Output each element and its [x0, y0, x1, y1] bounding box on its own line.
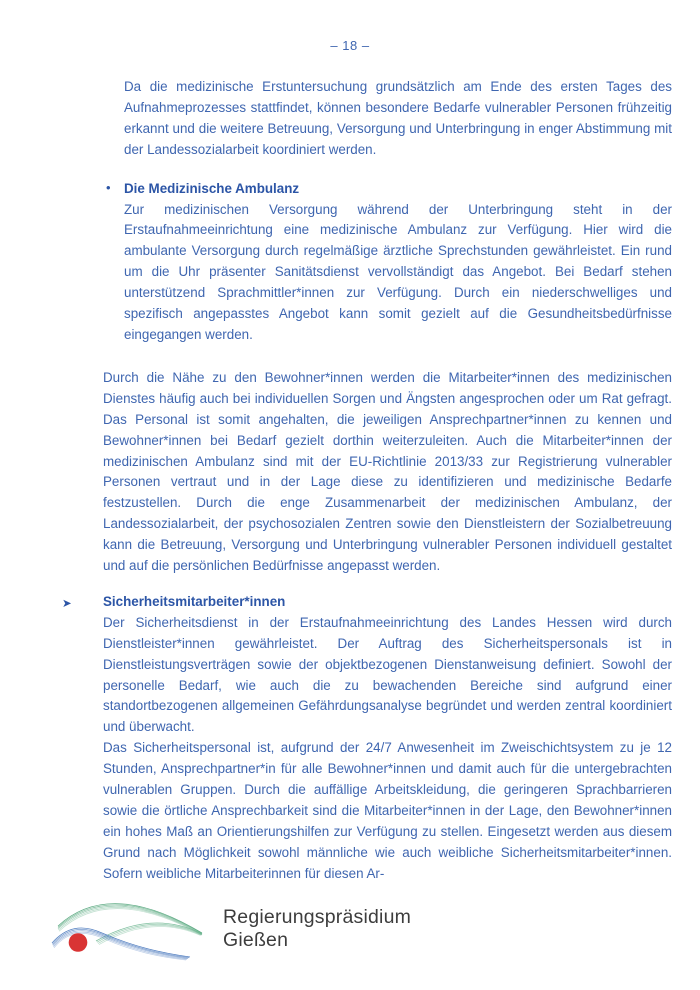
bullet-item-heading: Die Medizinische Ambulanz [124, 180, 300, 196]
org-logo [50, 894, 411, 964]
arrow-bullet-icon: ➤ [62, 597, 72, 610]
arrow-item-body-1: Der Sicherheitsdienst in der Erstaufnahmeeinrichtung des Landes Hessen wird durch Dienstleister*innen gewährleistet. Der Auftrag des Sicherheitspersonals ist in Dienstleistungsverträgen sowie der objektbezogenen Dienstanweisung definiert. Sowohl der personelle Bedarf, wie auch die zu bewachenden Bereiche sind aufgrund einer standortbezogenen allgemeinen Gefährdungsanalyse begründet und werden zentral koordiniert und überwacht. [103, 614, 672, 735]
org-name-line-2: Gießen [223, 929, 289, 951]
org-name-line-1: Regierungspräsidium [223, 906, 412, 928]
arrow-list-item-sicherheitsmitarbeiter [62, 592, 672, 885]
logo-red-dot-icon [69, 933, 88, 952]
page-body-text [62, 77, 672, 885]
arrow-item-body-2: Das Sicherheitspersonal ist, aufgrund der 24/7 Anwesenheit im Zweischichtsystem zu je 12 Stunden, Ansprechpartner*in für alle Bewohner*innen und damit auch für die untergebrachten vulnerablen Gruppen. Durch die auffällige Arbeitskleidung, die geringeren Sprachbarrieren sowie die örtliche Ansprechbarkeit sind die Mitarbeiter*innen in der Lage, den Bewohner*innen ein hohes Maß an Orientierungshilfen zur Verfügung zu stellen. Eingesetzt werden aus diesem Grund nach Möglichkeit sowohl männliche wie auch weibliche Sicherheitsmitarbeiter*innen. Sofern weibliche Mitarbeiterinnen für diesen Ar- [103, 740, 672, 881]
arrow-item-heading: Sicherheitsmitarbeiter*innen [103, 593, 286, 609]
bullet-item-body: Zur medizinischen Versorgung während der Unterbringung steht in der Erstaufnahmeeinrichtung eine medizinische Ambulanz zur Verfügung. Hier wird die ambulante Versorgung durch regelmäßige ärztliche Sprechstunden gewährleistet. Ein rund um die Uhr präsenter Sanitätsdienst vervollständigt das Angebot. Bei Bedarf stehen unterstützend Sprachmittler*innen zur Verfügung. Durch ein niederschwelliges und spezifisch angepasstes Angebot kann somit gezielt auf die Gesundheitsbedürfnisse eingegangen werden. [124, 201, 672, 342]
middle-paragraph: Durch die Nähe zu den Bewohner*innen werden die Mitarbeiter*innen des medizinischen Dienstes häufig auch bei individuellen Sorgen und Ängsten angesprochen oder um Rat gefragt. Das Personal ist somit angehalten, die jeweiligen Ansprechpartner*innen zu kennen und Bewohner*innen bei Bedarf gezielt dorthin weiterzuleiten. Auch die Mitarbeiter*innen der medizinischen Ambulanz sind mit der EU-Richtlinie 2013/33 zur Registrierung vulnerabler Personen vertraut und in der Lage diese zu identifizieren und medizinische Bedarfe festzustellen. Durch die enge Zusammenarbeit der medizinischen Ambulanz, der Landessozialarbeit, der psychosozialen Zentren sowie den Dienstleistern der Sozialbetreuung kann die Betreuung, Versorgung und Unterbringung vulnerabler Personen individuell gestaltet und auf die persönlichen Bedürfnisse angepasst werden. [103, 369, 672, 574]
page-number: – 18 – [330, 38, 370, 53]
bullet-list-item-medizinische-ambulanz [103, 179, 672, 346]
org-name [223, 906, 411, 952]
bullet-dot-icon: • [106, 179, 111, 195]
intro-paragraph: Da die medizinische Erstuntersuchung grundsätzlich am Ende des ersten Tages des Aufnahmeprozesses stattfindet, können besondere Bedarfe vulnerabler Personen frühzeitig erkannt und die weitere Betreuung, Versorgung und Unterbringung in enger Abstimmung mit der Landessozialarbeit koordiniert werden. [124, 79, 672, 157]
logo-swoosh-graphic [50, 894, 210, 964]
